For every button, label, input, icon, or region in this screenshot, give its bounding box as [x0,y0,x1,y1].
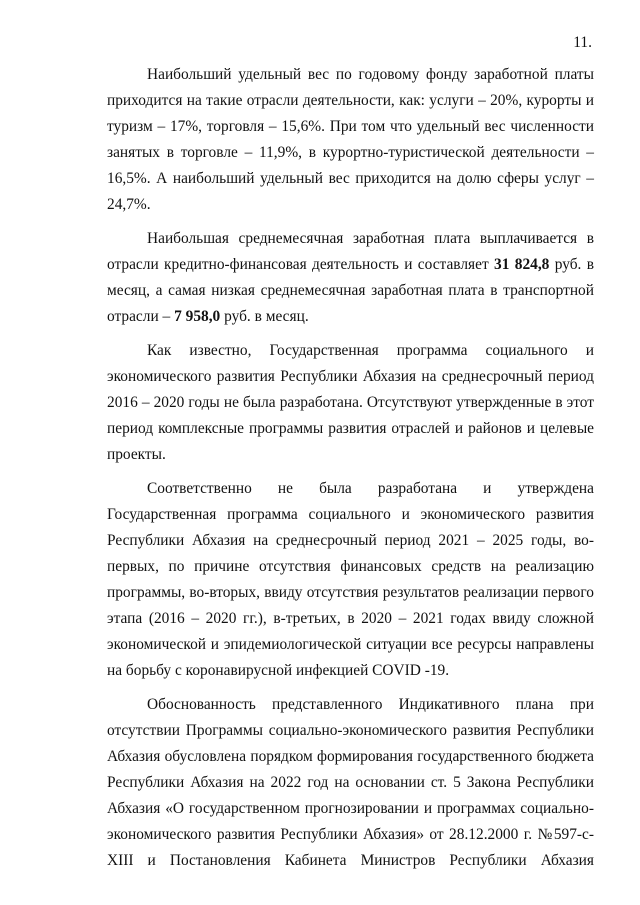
paragraph-4-text: Соответственно не была разработана и утверждена Государственная программа социального и экономического развития Республики Абхазия на среднесрочный период 2021 – 2025 годы, во-первых, по причине отсутствия финансовых средств на реализацию программы, во-вторых, ввиду отсутствия результатов реализации первого этапа (2016 – 2020 гг.), в-третьих, в 2020 – 2021 годах ввиду сложной экономической и эпидемиологической ситуации все ресурсы направлены на борьбу с коронавирусной инфекцией COVID -19. [107,480,594,679]
max-salary-value: 31 824,8 [494,256,550,273]
paragraph-4 [107,476,594,684]
paragraph-1 [107,62,594,218]
min-salary-value: 7 958,0 [174,308,221,325]
paragraph-3 [107,338,594,468]
paragraph-3-text: Как известно, Государственная программа социального и экономического развития Республики Абхазия на среднесрочный период 2016 – 2020 годы не была разработана. Отсутствуют утвержденные в этот период комплексные программы развития отраслей и районов и целевые проекты. [107,342,594,463]
paragraph-2-text-a: Наибольшая среднемесячная заработная плата выплачивается в отрасли кредитно-финансовая деятельность и составляет [107,230,594,273]
paragraph-2 [107,226,594,330]
document-body [107,62,594,882]
page-number: 11. [573,34,592,51]
paragraph-2-text-b: руб. в месяц, а самая низкая среднемесячная заработная плата в транспортной отрасли – [107,256,594,325]
paragraph-1-text: Наибольший удельный вес по годовому фонду заработной платы приходится на такие отрасли деятельности, как: услуги – 20%, курорты и туризм – 17%, торговля – 15,6%. При том что удельный вес численности занятых в торговле – 11,9%, в курортно-туристической деятельности – 16,5%. А наибольший удельный вес приходится на долю сферы услуг – 24,7%. [107,66,594,213]
paragraph-5-text: Обоснованность представленного Индикативного плана при отсутствии Программы социально-экономического развития Республики Абхазия обусловлена порядком формирования государственного бюджета Республики Абхазия на 2022 год на основании ст. 5 Закона Республики Абхазия «О государственном прогнозировании и программах социально-экономического развития Республики Абхазия» от 28.12.2000 г. №597-с-XIII и Постановления Кабинета Министров Республики Абхазия [107,696,594,869]
paragraph-5 [107,692,594,874]
paragraph-2-text-c: руб. в месяц. [220,308,309,325]
